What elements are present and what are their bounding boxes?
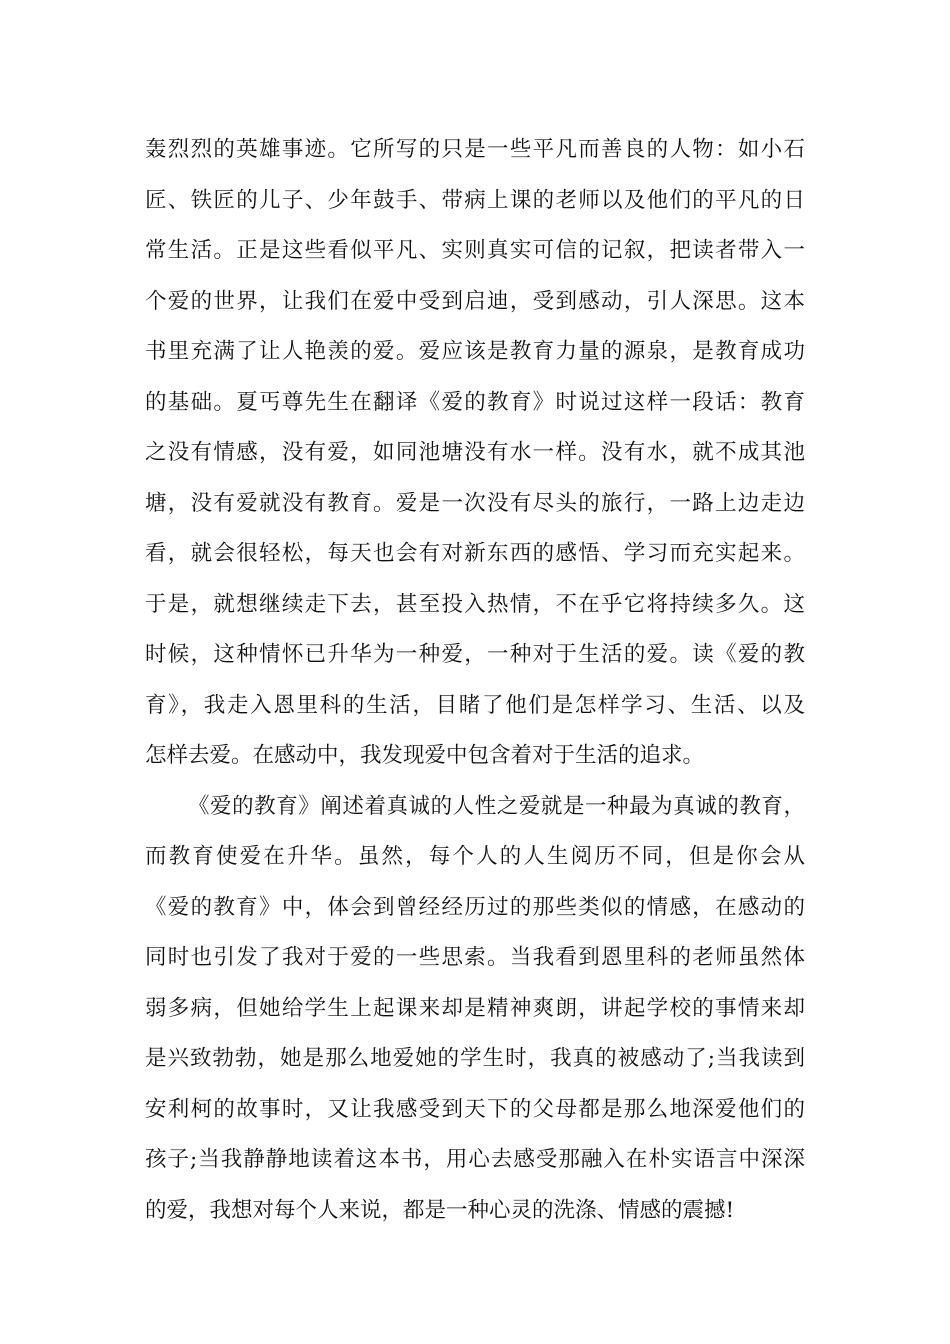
text-line: 之没有情感，没有爱，如同池塘没有水一样。没有水，就不成其池 [145,440,805,465]
text-line: 常生活。正是这些看似平凡、实则真实可信的记叙，把读者带入一 [145,238,805,263]
paragraph-2 [145,782,805,1237]
text-line: 《爱的教育》阐述着真诚的人性之爱就是一种最为真诚的教育， [188,793,805,819]
text-line: 的爱，我想对每个人来说，都是一种心灵的洗涤、情感的震撼! [145,1197,735,1223]
text-line: 塘，没有爱就没有教育。爱是一次没有尽头的旅行，一路上边走边 [145,490,805,516]
text-line: 是兴致勃勃，她是那么地爱她的学生时，我真的被感动了;当我读到 [145,1046,805,1071]
text-line: 安利柯的故事时，又让我感受到天下的父母都是那么地深爱他们的 [145,1096,805,1122]
text-line: 育》，我走入恩里科的生活，目睹了他们是怎样学习、生活、以及 [145,692,805,718]
text-line: 孩子;当我静静地读着这本书，用心去感受那融入在朴实语言中深深 [145,1147,805,1172]
text-line: 轰烈烈的英雄事迹。它所写的只是一些平凡而善良的人物：如小石 [145,137,805,162]
text-line: 同时也引发了我对于爱的一些思索。当我看到恩里科的老师虽然体 [145,945,805,970]
text-line: 弱多病，但她给学生上起课来却是精神爽朗，讲起学校的事情来却 [145,995,805,1021]
text-line: 于是，就想继续走下去，甚至投入热情，不在乎它将持续多久。这 [145,591,805,617]
text-line: 《爱的教育》中，体会到曾经经历过的那些类似的情感，在感动的 [145,894,805,920]
text-line: 怎样去爱。在感动中，我发现爱中包含着对于生活的追求。 [145,743,705,768]
body-text [145,125,805,1236]
text-line: 书里充满了让人艳羡的爱。爱应该是教育力量的源泉，是教育成功 [145,339,805,364]
text-line: 的基础。夏丐尊先生在翻译《爱的教育》时说过这样一段话：教育 [145,389,805,415]
text-line: 个爱的世界，让我们在爱中受到启迪，受到感动，引人深思。这本 [145,288,805,314]
paragraph-1 [145,125,805,782]
text-line: 时候，这种情怀已升华为一种爱，一种对于生活的爱。读《爱的教 [145,642,805,667]
text-line: 看，就会很轻松，每天也会有对新东西的感悟、学习而充实起来。 [145,541,805,566]
text-line: 而教育使爱在升华。虽然，每个人的人生阅历不同，但是你会从 [145,844,805,869]
text-line: 匠、铁匠的儿子、少年鼓手、带病上课的老师以及他们的平凡的日 [145,187,805,213]
